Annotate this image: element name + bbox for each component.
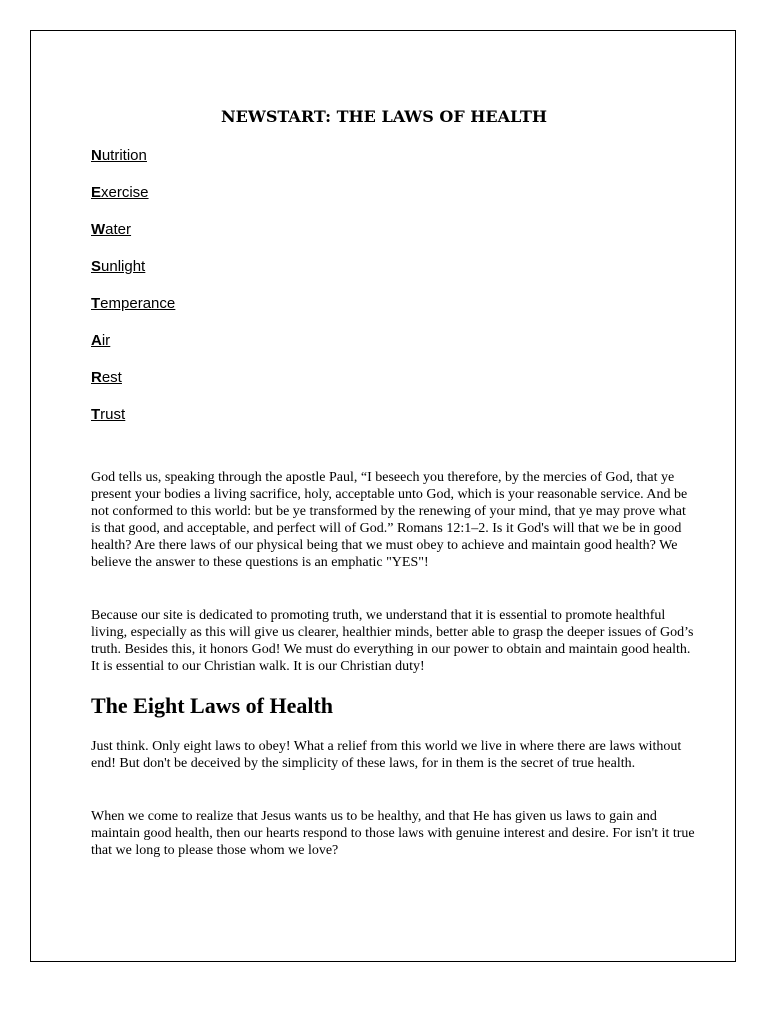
acronym-item <box>91 257 175 294</box>
acronym-item <box>91 146 175 183</box>
section-heading: The Eight Laws of Health <box>91 693 334 718</box>
acronym-rest: ir <box>101 332 111 349</box>
acronym-initial: S <box>91 258 102 275</box>
acronym-initial: N <box>91 147 102 164</box>
acronym-initial: A <box>91 332 102 349</box>
intro-paragraph: God tells us, speaking through the apostle Paul, “I beseech you therefore, by the mercies of God, that ye present your bodies a living sacrifice, holy, acceptable unto God, which is your reasonable service. And be not conformed to this world: but be ye transformed by the renewing of your mind, that ye may prove what is that good, and acceptable, and perfect will of God.” Romans 12:1–2. Is it God's will that we be in good health? Are there laws of our physical being that we must obey to achieve and maintain good health? We believe the answer to these questions is an emphatic "YES"! <box>91 470 688 570</box>
acronym-initial: R <box>91 369 102 386</box>
closing-paragraph: When we come to realize that Jesus wants us to be healthy, and that He has given us laws to gain and maintain good health, then our hearts respond to those laws with genuine interest and desire. For isn't it true that we long to please those whom we love? <box>91 809 695 858</box>
acronym-initial: W <box>91 221 106 238</box>
acronym-list <box>91 146 175 442</box>
acronym-rest: unlight <box>101 258 146 275</box>
acronym-item <box>91 294 175 331</box>
acronym-item <box>91 331 175 368</box>
document-page <box>30 30 736 962</box>
acronym-item <box>91 368 175 405</box>
acronym-rest: emperance <box>100 295 176 312</box>
acronym-item <box>91 220 175 257</box>
acronym-initial: E <box>91 184 102 201</box>
acronym-rest: est <box>101 369 122 386</box>
acronym-initial: T <box>91 295 101 312</box>
acronym-rest: utrition <box>101 147 147 164</box>
eight-laws-paragraph: Just think. Only eight laws to obey! What a relief from this world we live in where there are laws without end! But don't be deceived by the simplicity of these laws, for in them is the secret of true health. <box>91 739 682 771</box>
acronym-rest: rust <box>100 406 126 423</box>
acronym-item <box>91 405 175 442</box>
document-title: NEWSTART: THE LAWS OF HEALTH <box>221 107 547 126</box>
acronym-item <box>91 183 175 220</box>
purpose-paragraph: Because our site is dedicated to promoting truth, we understand that it is essential to promote healthful living, especially as this will give us clearer, healthier minds, better able to grasp the deeper issues of God’s truth. Besides this, it honors God! We must do everything in our power to obtain and maintain good health. It is essential to our Christian walk. It is our Christian duty! <box>91 608 694 674</box>
acronym-rest: xercise <box>101 184 149 201</box>
acronym-initial: T <box>91 406 101 423</box>
acronym-rest: ater <box>105 221 132 238</box>
